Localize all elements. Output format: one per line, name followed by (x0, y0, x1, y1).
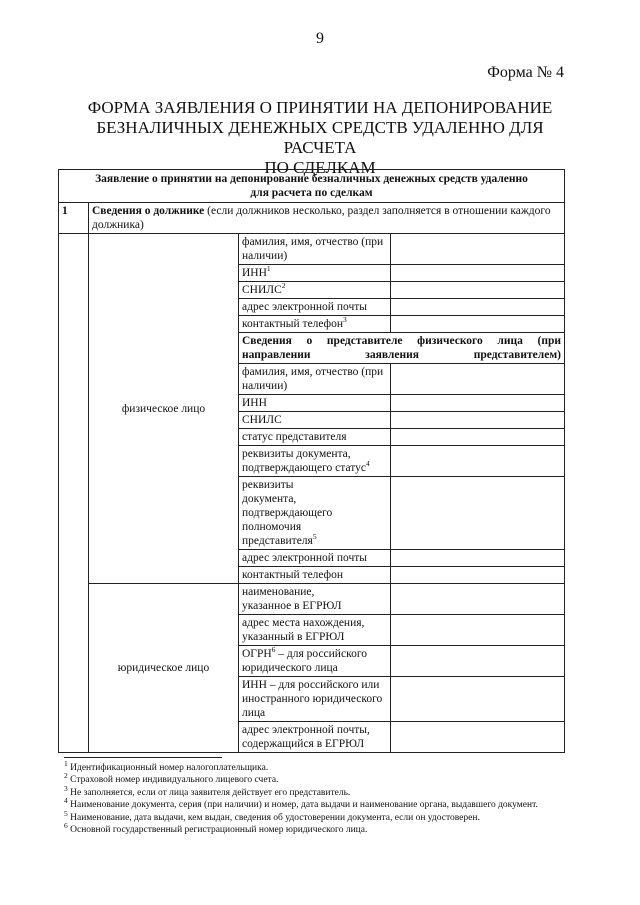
value-cell-rep-phone[interactable] (391, 567, 565, 584)
field-label-rep-status: статус представителя (239, 429, 391, 446)
table-header-line-2: для расчета по сделкам (250, 187, 373, 199)
field-label-rep-status-doc: реквизиты документа, подтверждающего статус$^4$ (239, 446, 391, 477)
field-label-rep-phone: контактный телефон (239, 567, 391, 584)
field-label-rep-authority-doc: реквизиты документа, подтверждающего полномочия представителя$^5$ (239, 477, 391, 550)
value-cell-rep-status[interactable] (391, 429, 565, 446)
section-title: Сведения о должнике (92, 205, 205, 217)
footnote-4: $^4$ Наименование документа, серия (при наличии) и номер, дата выдачи и наименование органа, выдавшего документ. (64, 796, 538, 811)
value-cell-ogrn[interactable] (391, 646, 565, 677)
value-cell-phone[interactable] (391, 316, 565, 333)
field-label-legal-name: наименование, указанное в ЕГРЮЛ (239, 584, 391, 615)
value-cell-rep-status-doc[interactable] (391, 446, 565, 477)
value-cell-rep-fio[interactable] (391, 364, 565, 395)
value-cell-legal-inn[interactable] (391, 677, 565, 722)
value-cell-rep-inn[interactable] (391, 395, 565, 412)
footnote-ref: 3 (343, 315, 347, 325)
value-cell-rep-snils[interactable] (391, 412, 565, 429)
field-label-legal-location: адрес места нахождения, указанный в ЕГРЮЛ (239, 615, 391, 646)
title-line-1: ФОРМА ЗАЯВЛЕНИЯ О ПРИНЯТИИ НА ДЕПОНИРОВАНИЕ (87, 98, 553, 117)
title-line-3: ПО СДЕЛКАМ (264, 158, 376, 177)
value-cell-legal-name[interactable] (391, 584, 565, 615)
individual-label: физическое лицо (89, 234, 239, 584)
value-cell-rep-authority-doc[interactable] (391, 477, 565, 550)
field-label-snils: СНИЛС$^2$ (239, 282, 391, 299)
footnote-5: $^5$ Наименование, дата выдачи, кем выдан, сведения об удостоверении документа, если он удостоверен. (64, 808, 480, 823)
field-label-legal-inn: ИНН – для российского или иностранного юридического лица (239, 677, 391, 722)
field-label-fio: фамилия, имя, отчество (при наличии) (239, 234, 391, 265)
value-cell-legal-location[interactable] (391, 615, 565, 646)
application-form-table (58, 169, 565, 753)
value-cell-fio[interactable] (391, 234, 565, 265)
table-row (59, 234, 565, 265)
field-label-legal-email: адрес электронной почты, содержащийся в ЕГРЮЛ (239, 722, 391, 753)
form-number: Форма № 4 (487, 64, 564, 81)
section-heading (89, 203, 565, 234)
table-header-line-1: Заявление о принятии на депонирование безналичных денежных средств удаленно (95, 173, 528, 185)
value-cell-snils[interactable] (391, 282, 565, 299)
document-title (60, 98, 580, 178)
section-number: 1 (59, 203, 89, 234)
title-line-2: БЕЗНАЛИЧНЫХ ДЕНЕЖНЫХ СРЕДСТВ УДАЛЕННО ДЛЯ РАСЧЕТА (96, 118, 544, 157)
section-note: (если должников несколько, раздел заполняется в отношении каждого должника) (92, 205, 551, 231)
footnote-1: $^1$ Идентификационный номер налогоплательщика. (64, 758, 269, 773)
table-header-row (59, 170, 565, 203)
footnote-separator (64, 757, 222, 758)
field-label-ogrn: ОГРН$^6$ – для российского юридического лица (239, 646, 391, 677)
footnote-ref: 4 (365, 459, 370, 469)
footnote-ref: 2 (281, 281, 286, 291)
section-row (59, 203, 565, 234)
representative-heading: Сведения о представителе физического лица (при направлении заявления представителем) (239, 333, 565, 364)
value-cell-rep-email[interactable] (391, 550, 565, 567)
value-cell-legal-email[interactable] (391, 722, 565, 753)
footnote-2: $^2$ Страховой номер индивидуального лицевого счета. (64, 771, 279, 786)
footnote-6: $^6$ Основной государственный регистрационный номер юридического лица. (64, 820, 368, 836)
field-label-rep-email: адрес электронной почты (239, 550, 391, 567)
footnote-ref: 6 (271, 645, 276, 655)
value-cell-inn[interactable] (391, 265, 565, 282)
number-column-spacer (59, 234, 89, 753)
footnote-ref: 1 (266, 264, 271, 274)
legal-entity-label: юридическое лицо (89, 584, 239, 753)
field-label-rep-snils: СНИЛС (239, 412, 391, 429)
field-label-rep-fio: фамилия, имя, отчество (при наличии) (239, 364, 391, 395)
field-label-email: адрес электронной почты (239, 299, 391, 316)
footnote-ref: 5 (312, 532, 317, 542)
footnotes (64, 758, 564, 836)
field-label-inn: ИНН$^1$ (239, 265, 391, 282)
field-label-rep-inn: ИНН (239, 395, 391, 412)
table-row (59, 584, 565, 615)
footnote-3: $^3$ Не заполняется, если от лица заявителя действует его представитель. (64, 783, 351, 798)
page-number: 9 (316, 30, 324, 47)
field-label-phone: контактный телефон$^3$ (239, 316, 391, 333)
value-cell-email[interactable] (391, 299, 565, 316)
